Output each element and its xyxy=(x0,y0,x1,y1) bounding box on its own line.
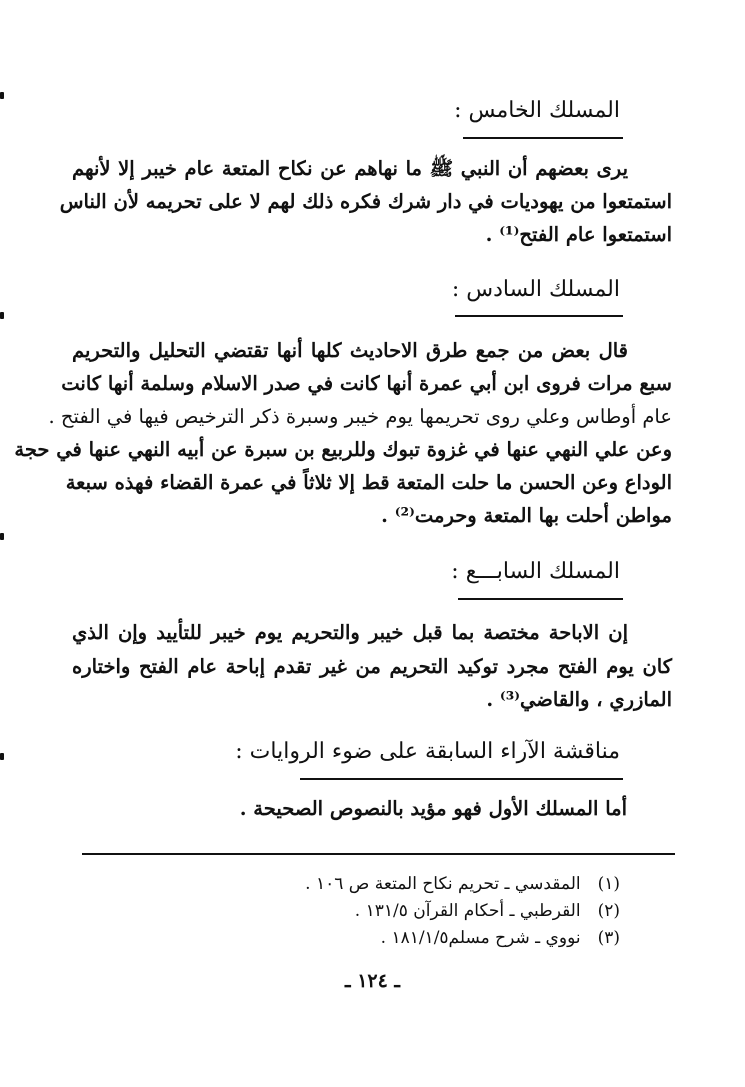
text-line: المازري ، والقاضي⁽³⁾ . xyxy=(486,688,672,711)
footnote-number: (٢) xyxy=(597,901,620,921)
footnote xyxy=(381,926,620,950)
text-line: يرى بعضهم أن النبي ﷺ ما نهاهم عن نكاح المتعة عام خيبر إلا لأنهم xyxy=(72,157,628,180)
footnote-text: المقدسي ـ تحريم نكاح المتعة ص ١٠٦ . xyxy=(305,874,581,894)
footnote-text: نووي ـ شرح مسلم١٨١/١/٥ . xyxy=(380,928,581,948)
footnote xyxy=(305,872,620,896)
section-heading: المسلك السابـــع : xyxy=(451,559,620,584)
text-line: عام أوطاس وعلي روى تحريمها يوم خيبر وسبرة ذكر الترخيص فيها في الفتح . xyxy=(48,405,672,428)
text-line: كان يوم الفتح مجرد توكيد التحريم من غير تقدم إباحة عام الفتح واختاره xyxy=(72,655,672,678)
edge-mark xyxy=(0,312,4,319)
text-line: إن الاباحة مختصة بما قبل خيبر والتحريم يوم خيبر للتأييد وإن الذي xyxy=(72,621,628,644)
heading-underline xyxy=(463,137,623,139)
footnote-separator xyxy=(82,853,675,855)
text-line: وعن علي النهي عنها في غزوة تبوك وللربيع بن سبرة عن أبيه النهي عنها في حجة xyxy=(14,438,672,461)
text-line: استمتعوا عام الفتح⁽¹⁾ . xyxy=(485,223,672,246)
heading-underline xyxy=(455,315,623,317)
edge-mark xyxy=(0,753,4,760)
text-line: سبع مرات فروى ابن أبي عمرة أنها كانت في صدر الاسلام وسلمة أنها كانت xyxy=(61,372,672,395)
section-heading: المسلك الخامس : xyxy=(454,98,620,123)
footnote-text: القرطبي ـ أحكام القرآن ١٣١/٥ . xyxy=(354,901,581,921)
footnote-number: (٣) xyxy=(597,928,620,948)
page-number: ـ ١٢٤ ـ xyxy=(345,970,400,992)
edge-mark xyxy=(0,533,4,540)
text-line: استمتعوا من يهوديات في دار شرك فكره ذلك لهم لا على تحريمه لأن الناس xyxy=(59,190,672,213)
footnote-number: (١) xyxy=(597,874,620,894)
text-line: مواطن أحلت بها المتعة وحرمت⁽²⁾ . xyxy=(381,504,672,527)
edge-mark xyxy=(0,92,4,99)
heading-underline xyxy=(300,778,623,780)
section-heading: المسلك السادس : xyxy=(451,277,620,302)
text-line: قال بعض من جمع طرق الاحاديث كلها أنها تقتضي التحليل والتحريم xyxy=(72,339,628,362)
text-line: الوداع وعن الحسن ما حلت المتعة قط إلا ثلاثاً في عمرة القضاء فهذه سبعة xyxy=(65,471,672,494)
text-line: أما المسلك الأول فهو مؤيد بالنصوص الصحيحة . xyxy=(239,797,627,820)
section-heading: مناقشة الآراء السابقة على ضوء الروايات : xyxy=(235,739,620,764)
footnote xyxy=(355,899,620,923)
heading-underline xyxy=(458,598,623,600)
